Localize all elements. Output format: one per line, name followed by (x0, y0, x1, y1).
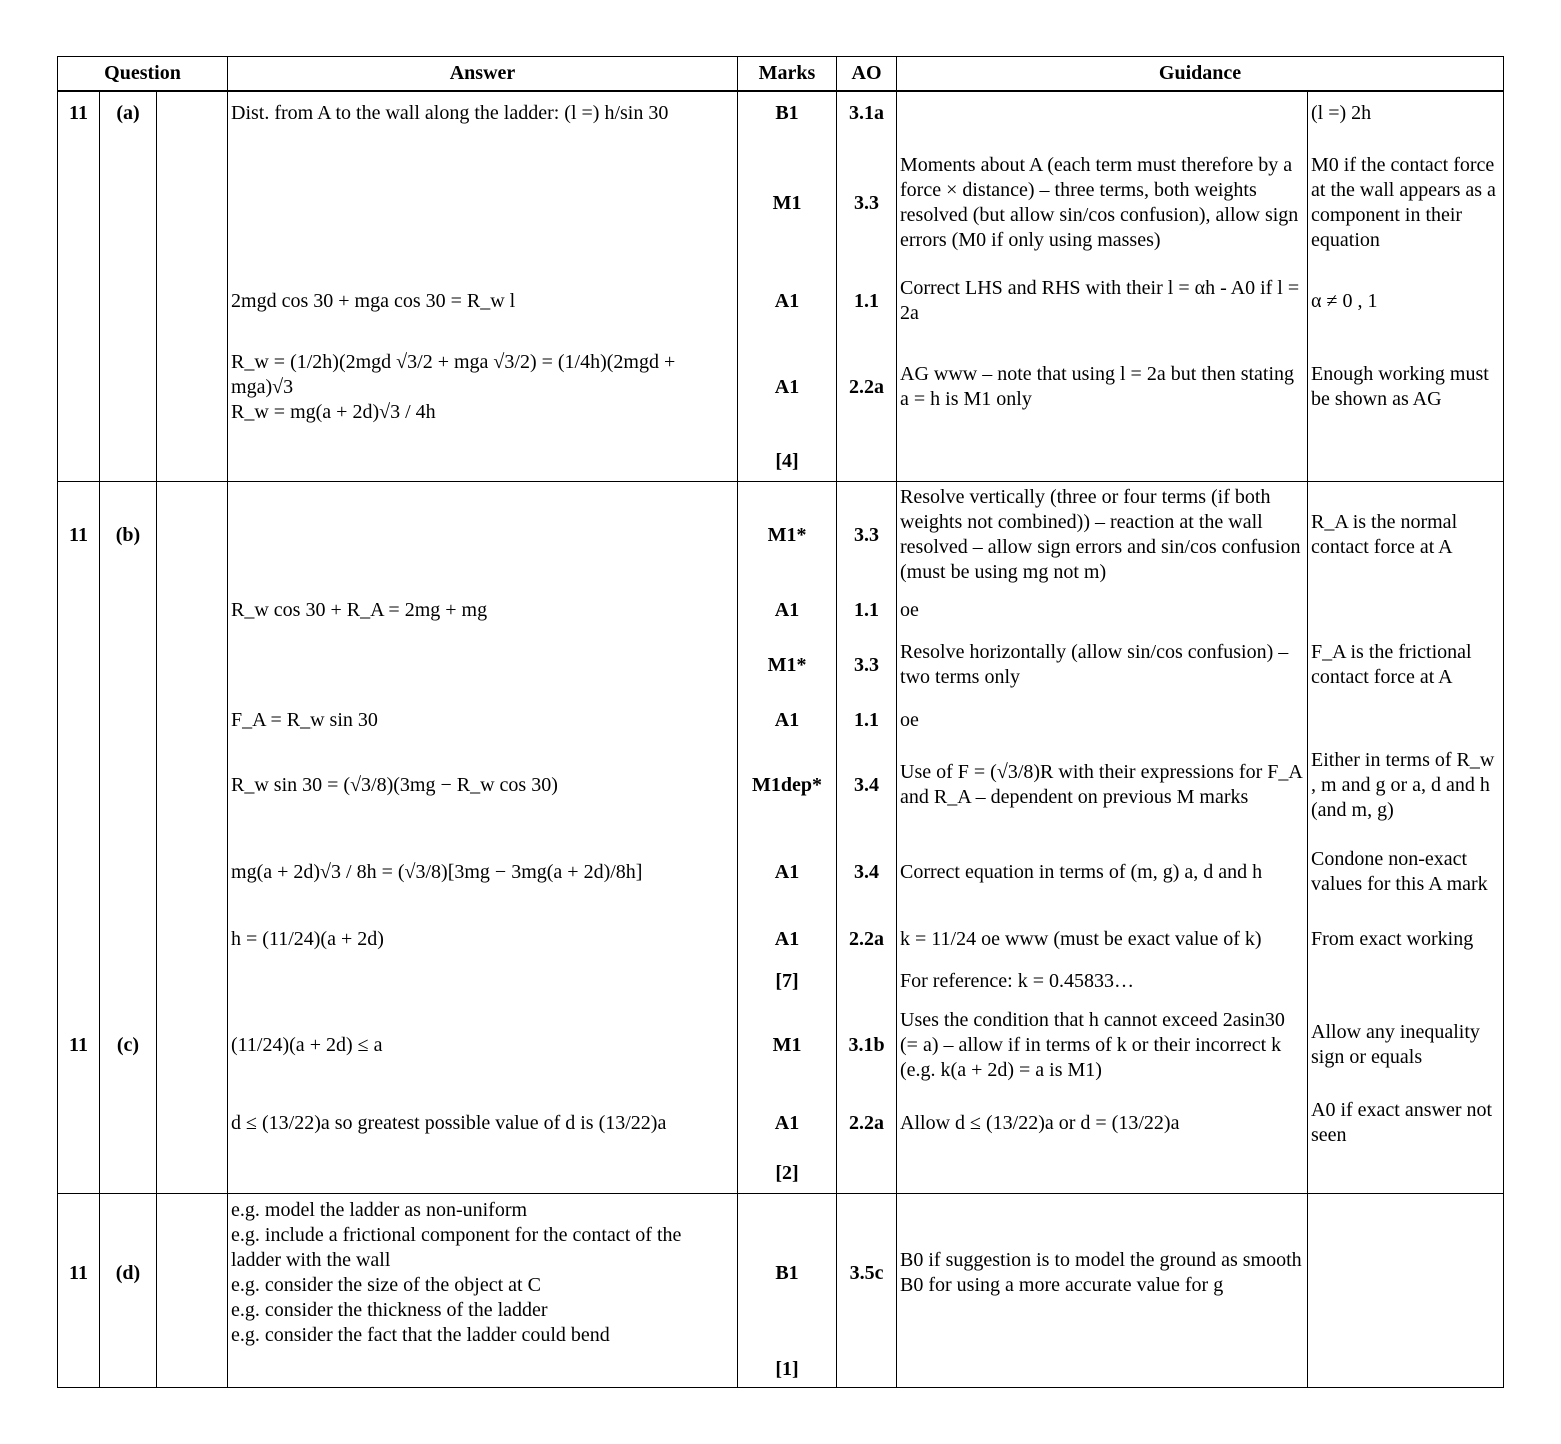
question-part (100, 1155, 157, 1193)
question-part (100, 699, 157, 741)
question-number (58, 443, 100, 481)
question-sub (157, 829, 228, 915)
question-part (100, 443, 157, 481)
question-sub (157, 443, 228, 481)
guidance-note-cell (1308, 443, 1504, 481)
question-part (100, 1353, 157, 1387)
guidance-note-cell (1308, 699, 1504, 741)
question-number (58, 331, 100, 443)
guidance-cell (897, 1155, 1308, 1193)
marks-cell: A1 (738, 271, 837, 331)
answer-cell: R_w = (1/2h)(2mgd √3/2 + mga √3/2) = (1/4h)(2mgd + mga)√3 R_w = mg(a + 2d)√3 / 4h (228, 331, 738, 443)
question-part (100, 135, 157, 271)
question-sub (157, 1193, 228, 1353)
question-sub (157, 331, 228, 443)
answer-cell: Dist. from A to the wall along the ladder: (l =) h/sin 30 (228, 91, 738, 135)
marks-cell: [4] (738, 443, 837, 481)
question-sub (157, 699, 228, 741)
ao-cell: 3.4 (837, 829, 897, 915)
marks-cell: A1 (738, 699, 837, 741)
question-number: 11 (58, 1193, 100, 1353)
question-part (100, 271, 157, 331)
ao-cell (837, 1353, 897, 1387)
guidance-cell (897, 443, 1308, 481)
guidance-note-cell: Enough working must be shown as AG (1308, 331, 1504, 443)
table-row (58, 631, 1504, 699)
marks-cell: A1 (738, 589, 837, 631)
guidance-cell: Moments about A (each term must therefore by a force × distance) – three terms, both weights resolved (but allow sin/cos confusion), allow sign errors (M0 if only using masses) (897, 135, 1308, 271)
header-marks: Marks (738, 57, 837, 92)
ao-cell: 3.4 (837, 741, 897, 829)
marks-cell: [2] (738, 1155, 837, 1193)
guidance-note-cell: α ≠ 0 , 1 (1308, 271, 1504, 331)
marks-cell: B1 (738, 91, 837, 135)
question-number: 11 (58, 481, 100, 589)
header-question: Question (58, 57, 228, 92)
question-part (100, 589, 157, 631)
question-number: 11 (58, 999, 100, 1091)
guidance-note-cell: R_A is the normal contact force at A (1308, 481, 1504, 589)
marks-cell: A1 (738, 1091, 837, 1155)
question-part (100, 1091, 157, 1155)
guidance-cell: Uses the condition that h cannot exceed 2asin30 (= a) – allow if in terms of k or their incorrect k (e.g. k(a + 2d) = a is M1) (897, 999, 1308, 1091)
guidance-note-cell (1308, 589, 1504, 631)
guidance-cell: Use of F = (√3/8)R with their expressions for F_A and R_A – dependent on previous M marks (897, 741, 1308, 829)
marks-cell: A1 (738, 331, 837, 443)
question-part (100, 741, 157, 829)
ao-cell: 3.3 (837, 481, 897, 589)
guidance-cell: oe (897, 699, 1308, 741)
guidance-note-cell: F_A is the frictional contact force at A (1308, 631, 1504, 699)
question-sub (157, 1155, 228, 1193)
question-sub (157, 963, 228, 999)
guidance-cell: Resolve vertically (three or four terms (if both weights not combined)) – reaction at the wall resolved – allow sign errors and sin/cos confusion (must be using mg not m) (897, 481, 1308, 589)
marks-cell: M1* (738, 631, 837, 699)
table-row (58, 741, 1504, 829)
answer-cell: h = (11/24)(a + 2d) (228, 915, 738, 963)
header-guidance: Guidance (897, 57, 1504, 92)
ao-cell: 3.5c (837, 1193, 897, 1353)
answer-cell: d ≤ (13/22)a so greatest possible value of d is (13/22)a (228, 1091, 738, 1155)
question-sub (157, 631, 228, 699)
ao-cell (837, 1155, 897, 1193)
question-number (58, 589, 100, 631)
question-sub (157, 91, 228, 135)
answer-cell: mg(a + 2d)√3 / 8h = (√3/8)[3mg − 3mg(a + 2d)/8h] (228, 829, 738, 915)
guidance-cell: k = 11/24 oe www (must be exact value of k) (897, 915, 1308, 963)
question-part: (c) (100, 999, 157, 1091)
question-number (58, 963, 100, 999)
guidance-note-cell: Allow any inequality sign or equals (1308, 999, 1504, 1091)
question-number (58, 915, 100, 963)
marks-cell: A1 (738, 915, 837, 963)
table-row (58, 271, 1504, 331)
answer-cell (228, 135, 738, 271)
question-sub (157, 1353, 228, 1387)
table-row (58, 1155, 1504, 1193)
table-row (58, 1193, 1504, 1353)
answer-cell: R_w sin 30 = (√3/8)(3mg − R_w cos 30) (228, 741, 738, 829)
answer-cell (228, 963, 738, 999)
question-sub (157, 741, 228, 829)
ao-cell: 3.3 (837, 631, 897, 699)
marks-cell: M1 (738, 135, 837, 271)
guidance-note-cell (1308, 1193, 1504, 1353)
guidance-cell: oe (897, 589, 1308, 631)
ao-cell: 3.1b (837, 999, 897, 1091)
guidance-cell: For reference: k = 0.45833… (897, 963, 1308, 999)
question-part: (b) (100, 481, 157, 589)
table-row (58, 915, 1504, 963)
guidance-note-cell (1308, 963, 1504, 999)
question-part (100, 331, 157, 443)
ao-cell: 2.2a (837, 915, 897, 963)
guidance-note-cell: From exact working (1308, 915, 1504, 963)
table-row (58, 135, 1504, 271)
answer-cell (228, 481, 738, 589)
ao-cell: 3.3 (837, 135, 897, 271)
table-row (58, 589, 1504, 631)
header-row (58, 57, 1504, 92)
ao-cell: 2.2a (837, 331, 897, 443)
marks-cell: M1 (738, 999, 837, 1091)
header-ao: AO (837, 57, 897, 92)
table-row (58, 1353, 1504, 1387)
guidance-note-cell: A0 if exact answer not seen (1308, 1091, 1504, 1155)
marks-cell: A1 (738, 829, 837, 915)
question-number (58, 699, 100, 741)
answer-cell (228, 443, 738, 481)
question-part (100, 915, 157, 963)
guidance-note-cell: Either in terms of R_w , m and g or a, d and h (and m, g) (1308, 741, 1504, 829)
table-row (58, 963, 1504, 999)
header-answer: Answer (228, 57, 738, 92)
question-number (58, 1091, 100, 1155)
marks-cell: B1 (738, 1193, 837, 1353)
table-row (58, 481, 1504, 589)
guidance-cell: AG www – note that using l = 2a but then stating a = h is M1 only (897, 331, 1308, 443)
guidance-cell (897, 1353, 1308, 1387)
guidance-note-cell: (l =) 2h (1308, 91, 1504, 135)
question-number (58, 1155, 100, 1193)
guidance-note-cell (1308, 1353, 1504, 1387)
answer-cell: F_A = R_w sin 30 (228, 699, 738, 741)
question-number (58, 741, 100, 829)
table-row (58, 1091, 1504, 1155)
question-number (58, 631, 100, 699)
ao-cell: 1.1 (837, 589, 897, 631)
table-row (58, 91, 1504, 135)
guidance-note-cell: M0 if the contact force at the wall appears as a component in their equation (1308, 135, 1504, 271)
guidance-cell: Correct LHS and RHS with their l = αh - A0 if l = 2a (897, 271, 1308, 331)
answer-cell: e.g. model the ladder as non-uniform e.g. include a frictional component for the contact of the ladder with the wall e.g. consider the size of the object at C e.g. consider the thickness of the ladder e.g. consider the fact that the ladder could bend (228, 1193, 738, 1353)
table-row (58, 999, 1504, 1091)
marks-cell: [1] (738, 1353, 837, 1387)
marks-cell: M1dep* (738, 741, 837, 829)
question-sub (157, 589, 228, 631)
question-part (100, 631, 157, 699)
guidance-cell: Correct equation in terms of (m, g) a, d and h (897, 829, 1308, 915)
question-number (58, 135, 100, 271)
question-number: 11 (58, 91, 100, 135)
question-sub (157, 271, 228, 331)
ao-cell: 2.2a (837, 1091, 897, 1155)
marks-cell: M1* (738, 481, 837, 589)
question-part: (a) (100, 91, 157, 135)
marks-cell: [7] (738, 963, 837, 999)
guidance-cell (897, 91, 1308, 135)
answer-cell: 2mgd cos 30 + mga cos 30 = R_w l (228, 271, 738, 331)
question-sub (157, 135, 228, 271)
guidance-cell: Resolve horizontally (allow sin/cos confusion) – two terms only (897, 631, 1308, 699)
question-number (58, 271, 100, 331)
guidance-note-cell: Condone non-exact values for this A mark (1308, 829, 1504, 915)
ao-cell: 1.1 (837, 699, 897, 741)
ao-cell: 1.1 (837, 271, 897, 331)
table-row (58, 829, 1504, 915)
guidance-note-cell (1308, 1155, 1504, 1193)
question-number (58, 1353, 100, 1387)
answer-cell (228, 1353, 738, 1387)
ao-cell (837, 443, 897, 481)
question-sub (157, 1091, 228, 1155)
mark-scheme-table (57, 56, 1504, 1388)
table-row (58, 699, 1504, 741)
answer-cell: (11/24)(a + 2d) ≤ a (228, 999, 738, 1091)
answer-cell (228, 1155, 738, 1193)
question-part: (d) (100, 1193, 157, 1353)
ao-cell: 3.1a (837, 91, 897, 135)
question-sub (157, 999, 228, 1091)
question-number (58, 829, 100, 915)
answer-cell (228, 631, 738, 699)
ao-cell (837, 963, 897, 999)
question-sub (157, 481, 228, 589)
guidance-cell: B0 if suggestion is to model the ground as smooth B0 for using a more accurate value for g (897, 1193, 1308, 1353)
question-part (100, 963, 157, 999)
question-part (100, 829, 157, 915)
table-row (58, 331, 1504, 443)
question-sub (157, 915, 228, 963)
guidance-cell: Allow d ≤ (13/22)a or d = (13/22)a (897, 1091, 1308, 1155)
answer-cell: R_w cos 30 + R_A = 2mg + mg (228, 589, 738, 631)
table-row (58, 443, 1504, 481)
